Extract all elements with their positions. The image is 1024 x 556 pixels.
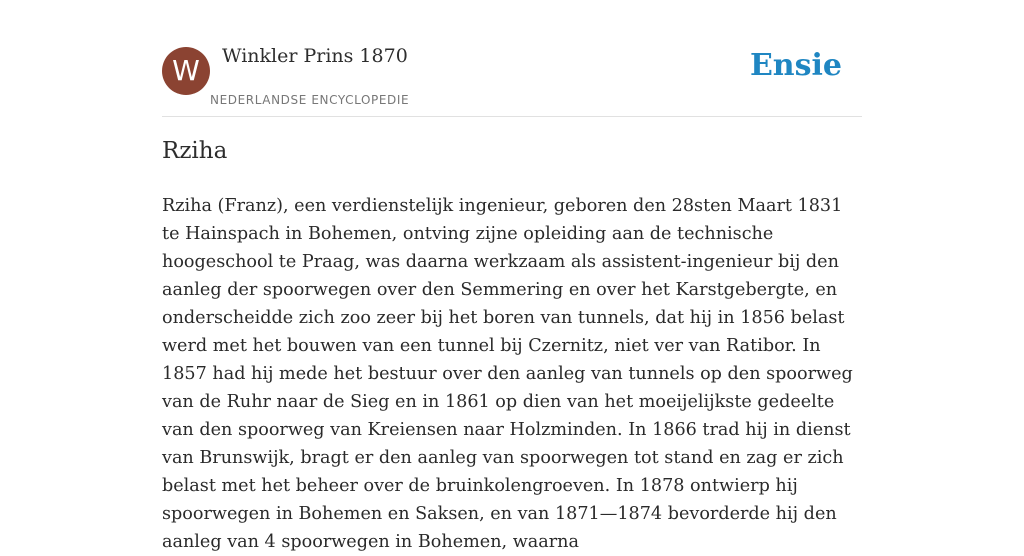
source-title-link[interactable]: Winkler Prins 1870 bbox=[222, 45, 408, 67]
source-subtitle: NEDERLANDSE ENCYCLOPEDIE bbox=[210, 93, 410, 107]
article-title: Rziha bbox=[162, 138, 228, 164]
ensie-logo[interactable]: Ensie bbox=[749, 48, 842, 83]
article-body: Rziha (Franz), een verdienstelijk ingenieur, geboren den 28sten Maart 1831 te Hainspach in Bohemen, ontving zijne opleiding aan de technische hoogeschool te Praag, was daarna werkzaam als assistent-ingenieur bij den aanleg der spoorwegen over den Semmering en over het Karstgebergte, en onderscheidde zich zoo zeer bij het boren van tunnels, dat hij in 1856 belast werd met het bouwen van een tunnel bij Czernitz, niet ver van Ratibor. In 1857 had hij mede het bestuur over den aanleg van tunnels op den spoorweg van de Ruhr naar de Sieg en in 1861 op dien van het moeijelijkste gedeelte van den spoorweg van Kreiensen naar Holzminden. In 1866 trad hij in dienst van Brunswijk, bragt er den aanleg van spoorwegen tot stand en zag er zich belast met het beheer over de bruinkolengroeven. In 1878 ontwierp hij spoorwegen in Bohemen en Saksen, en van 1871—1874 bevorderde hij den aanleg van 4 spoorwegen in Bohemen, waarna bbox=[162, 196, 853, 552]
source-avatar[interactable]: W bbox=[162, 47, 210, 95]
source-header bbox=[162, 0, 862, 117]
